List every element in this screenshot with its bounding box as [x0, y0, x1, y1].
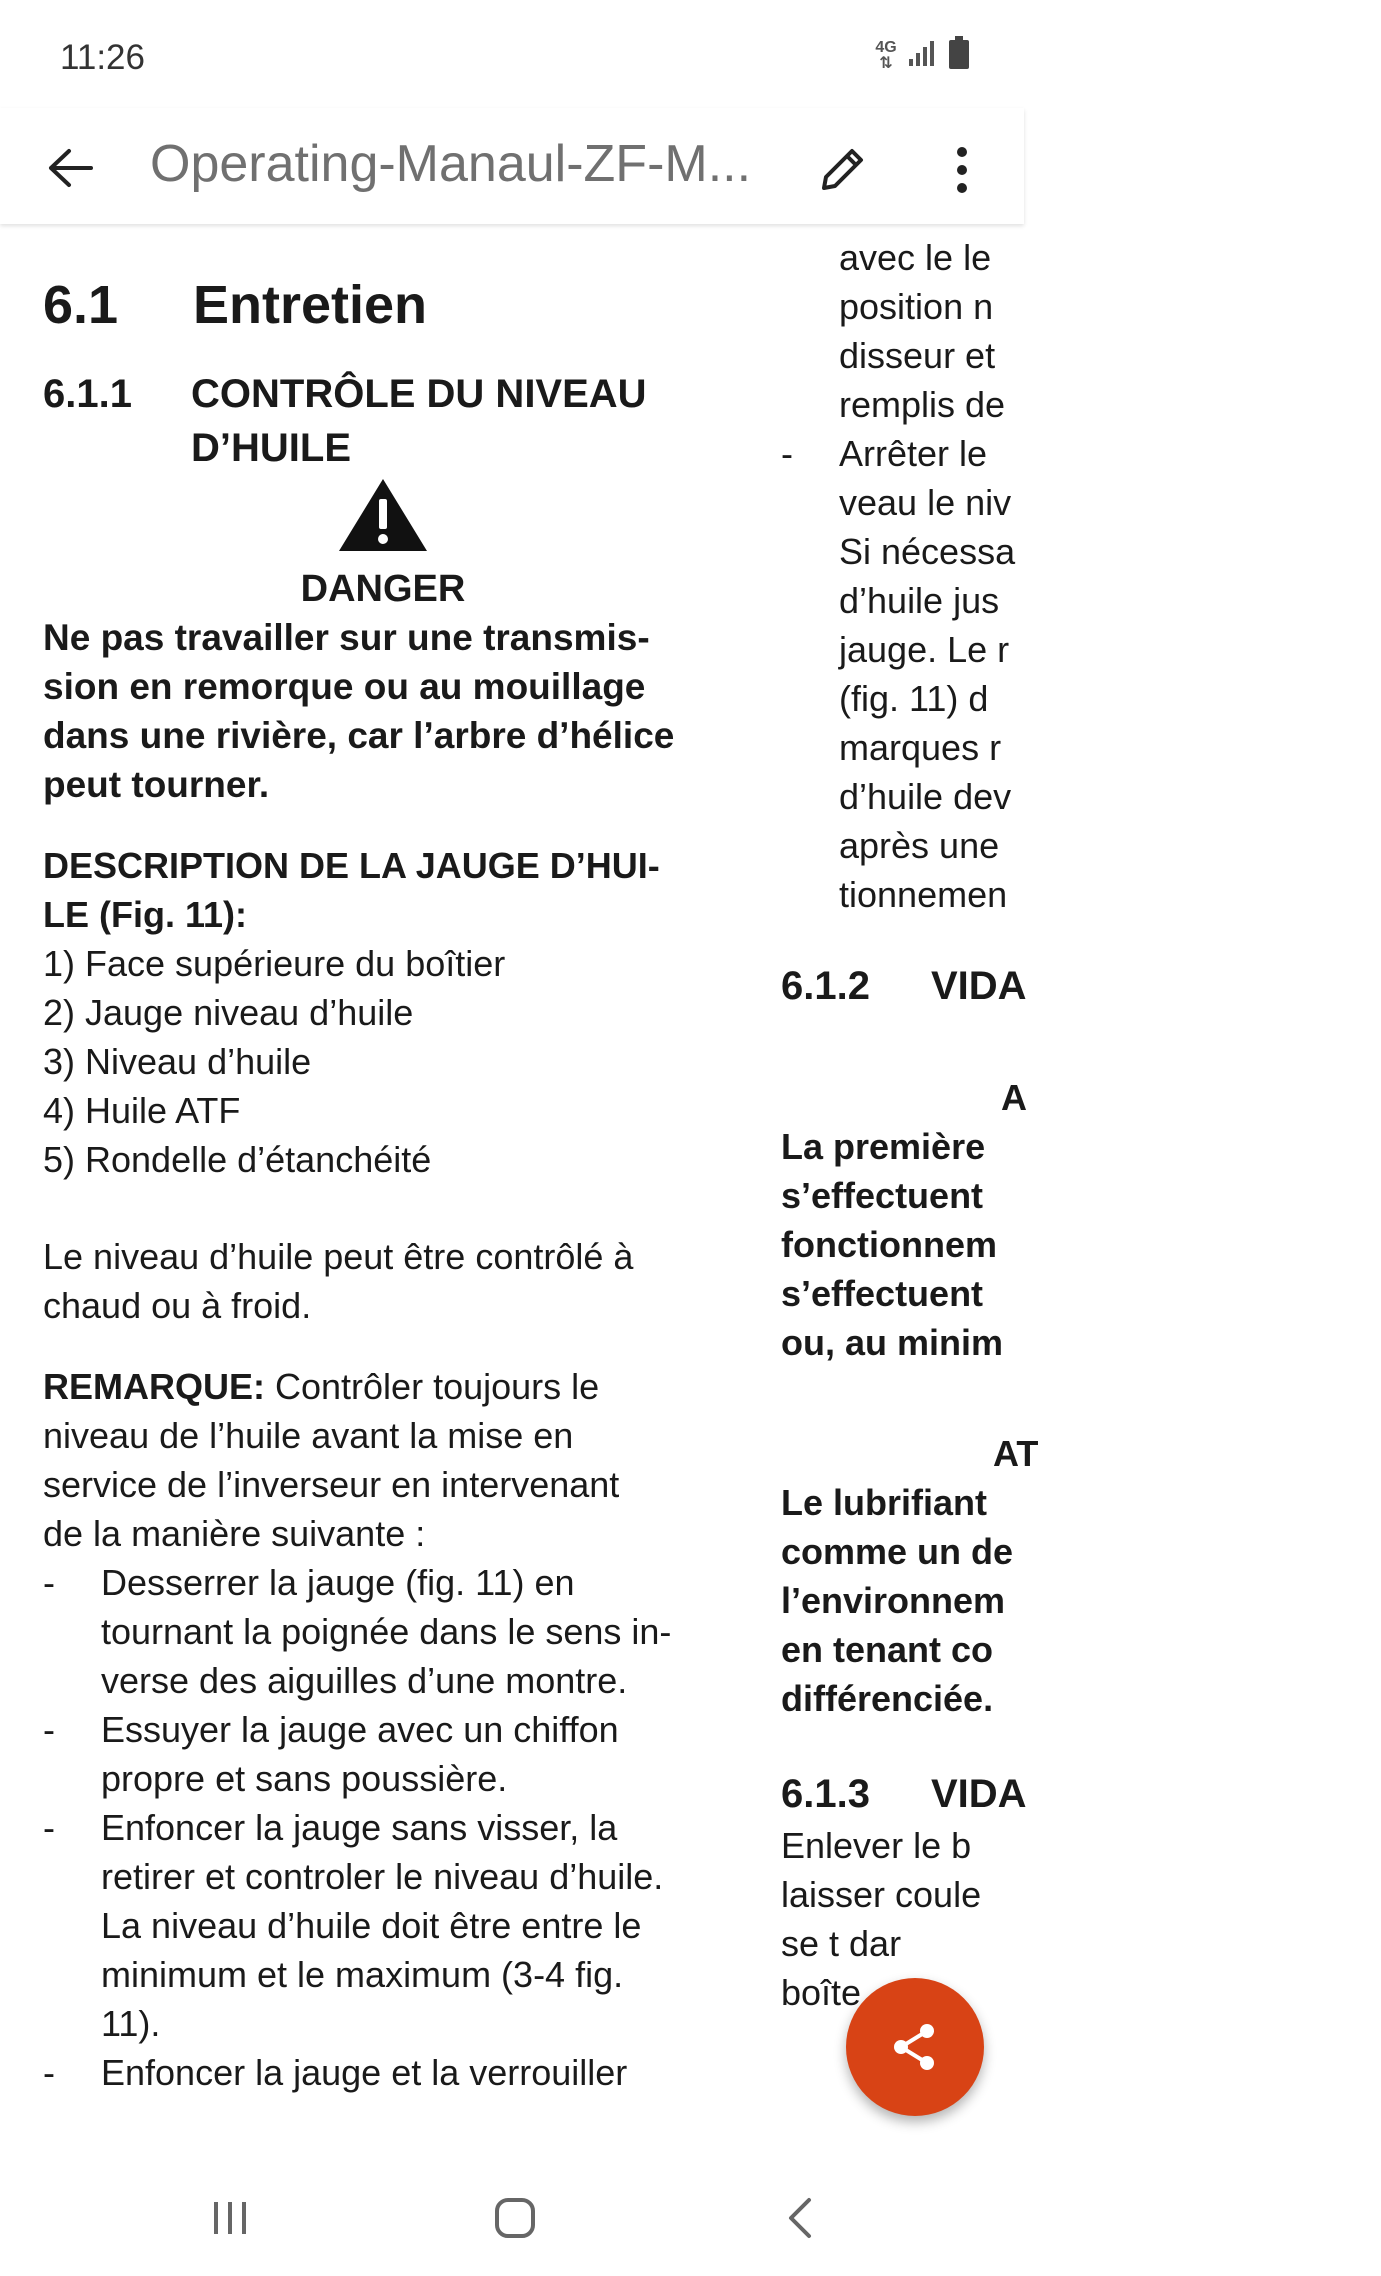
danger-block: [43, 477, 723, 613]
home-icon: [493, 2196, 537, 2240]
subheading-line: D’HUILE: [191, 426, 351, 470]
edit-button[interactable]: [812, 140, 872, 200]
list-item: 1) Face supérieure du boîtier: [43, 943, 506, 984]
signal-icon: [908, 39, 938, 72]
warning-triangle-icon: [337, 477, 429, 553]
list-item: - Desserrer la jauge (fig. 11) en tournant la poignée dans le sens in- verse des aiguilles d’une montre.: [43, 1562, 672, 1701]
atf-text: Le lubrifiant comme un de l’environnem en tenant co différenciée.: [781, 1482, 1014, 1719]
status-bar: [0, 0, 1024, 108]
section-heading-6-1: [43, 273, 723, 337]
warning-text: La première s’effectuent fonctionnem s’effectuent ou, au minim: [781, 1126, 1004, 1363]
procedure-list: [43, 1558, 723, 2097]
arrow-back-icon: [47, 148, 93, 188]
battery-icon: [948, 36, 970, 75]
list-item: 4) Huile ATF: [43, 1090, 241, 1131]
more-vert-icon: [955, 145, 969, 195]
right-column: [781, 184, 1381, 2017]
list-item: - Enfoncer la jauge et la verrouiller: [43, 2052, 628, 2093]
atf-label: AT: [993, 1433, 1039, 1474]
danger-label: DANGER: [300, 568, 466, 610]
back-button[interactable]: [40, 138, 100, 198]
list-item: 2) Jauge niveau d’huile: [43, 992, 414, 1033]
nav-back-button[interactable]: [765, 2188, 835, 2248]
recent-apps-icon: [210, 2198, 250, 2238]
subsection-heading-6-1-3: 6.1.3 VIDA: [781, 1772, 1027, 1816]
remark-paragraph: REMARQUE: Contrôler toujours le niveau de l’huile avant la mise en service de l’inverseur en intervenant de la manière suivante :: [43, 1366, 620, 1554]
pencil-icon: [816, 144, 868, 196]
list-item: - Enfoncer la jauge sans visser, la retirer et controler le niveau d’huile. La niveau d’huile doit être entre le minimum et le maximum (3-4 fig. 11).: [43, 1807, 664, 2044]
more-options-button[interactable]: [932, 140, 992, 200]
paragraph: Le niveau d’huile peut être contrôlé à chaud ou à froid.: [43, 1236, 634, 1326]
document-title: Operating-Manaul-ZF-M...: [150, 135, 752, 193]
list-item: 5) Rondelle d’étanchéité: [43, 1139, 432, 1180]
heading-number: 6.1: [43, 275, 119, 335]
app-bar: [0, 108, 1024, 224]
list-item: 3) Niveau d’huile: [43, 1041, 312, 1082]
status-icons: [874, 36, 970, 75]
chevron-left-icon: [785, 2196, 815, 2240]
home-button[interactable]: [480, 2188, 550, 2248]
share-button[interactable]: [846, 1978, 984, 2116]
document-page[interactable]: [0, 224, 1039, 2158]
status-time: 11:26: [60, 38, 145, 77]
subheading-line: CONTRÔLE DU NIVEAU: [191, 372, 647, 416]
remark-label: REMARQUE:: [43, 1366, 265, 1407]
recent-apps-button[interactable]: [195, 2188, 265, 2248]
subsection-heading-6-1-1: [43, 367, 723, 475]
paragraph: Enlever le b laisser coule se t dar boîte: [781, 1825, 982, 2013]
heading-text: Entretien: [193, 275, 428, 335]
network-4g-icon: 4G ⇅: [875, 38, 897, 72]
subheading-number: 6.1.1: [43, 372, 132, 416]
share-icon: [889, 2021, 941, 2073]
danger-text: Ne pas travailler sur une transmis- sion en remorque ou au mouillage dans une rivière, car l’arbre d’hélice peut tourner.: [43, 617, 675, 805]
subsection-heading-6-1-2: 6.1.2 VIDA: [781, 964, 1027, 1008]
navigation-bar: [0, 2158, 1024, 2276]
gauge-parts-list: [43, 939, 723, 1184]
warning-label: A: [1001, 1077, 1027, 1118]
list-item: - Essuyer la jauge avec un chiffon propre et sans poussière.: [43, 1709, 619, 1799]
list-item: - Arrêter le veau le niv Si nécessa d’huile jus jauge. Le r (fig. 11) d marques r d’huile dev après une tionnemen: [781, 433, 1016, 915]
left-column: [43, 184, 723, 2097]
list-item: avec le le position n disseur et remplis de: [839, 237, 1006, 425]
gauge-description-title: DESCRIPTION DE LA JAUGE D’HUI- LE (Fig. 11):: [43, 845, 660, 935]
